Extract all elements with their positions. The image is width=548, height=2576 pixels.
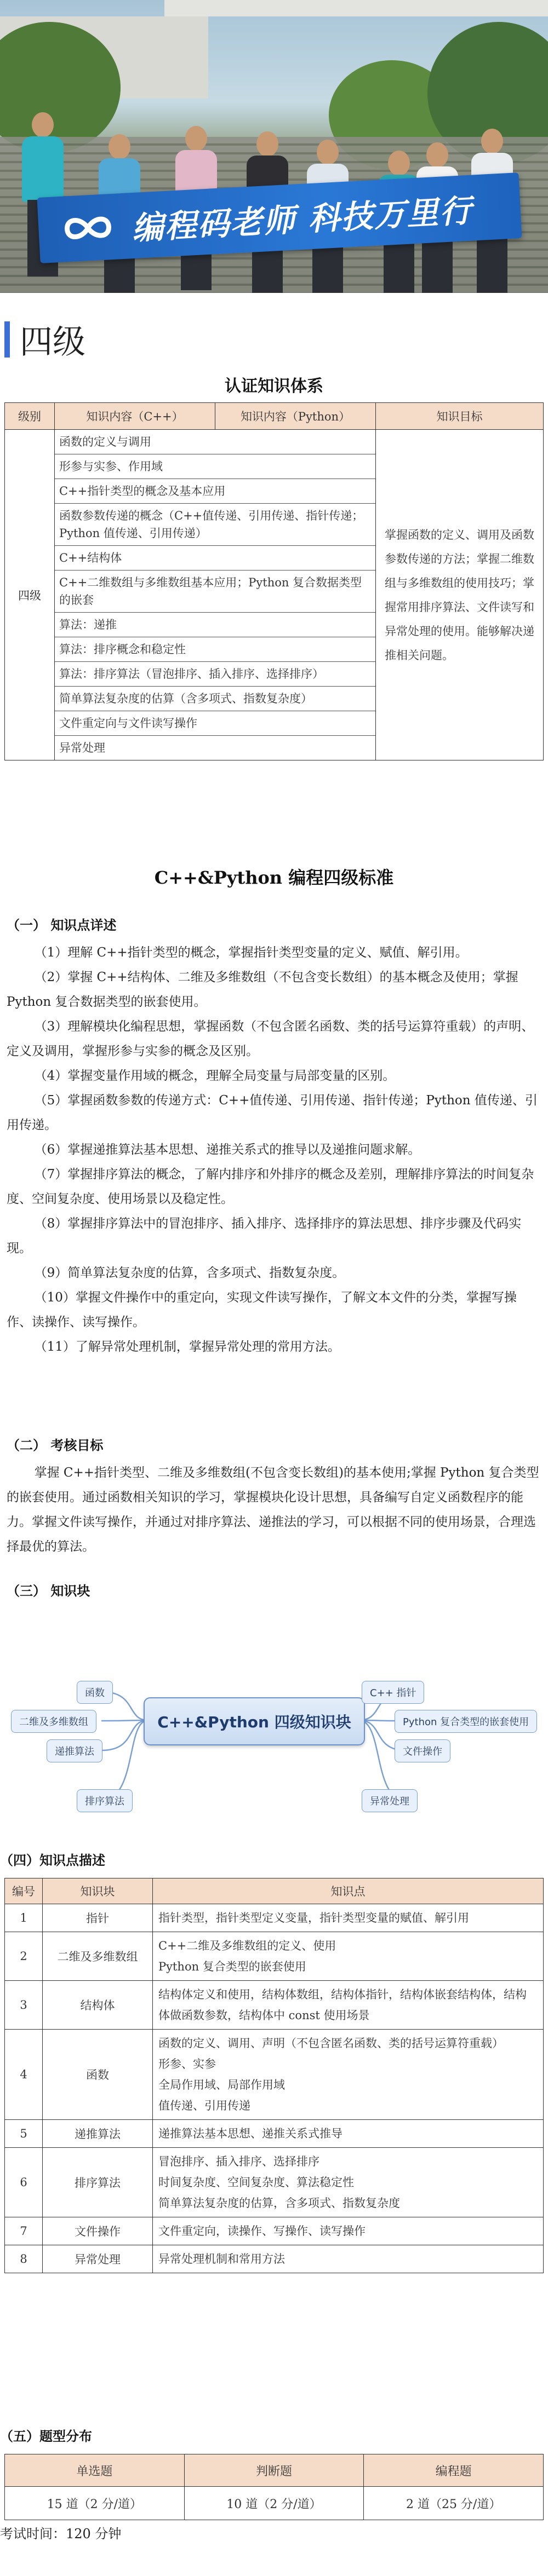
header-cell: 判断题: [184, 2454, 364, 2487]
list-item: 异常处理: [59, 741, 105, 754]
value-cell: 10 道（2 分/道）: [184, 2487, 364, 2520]
row-number: 3: [5, 1981, 43, 2030]
point-line: 时间复杂度、空间复杂度、算法稳定性: [158, 2176, 354, 2189]
knowledge-point: （5）掌握函数参数的传递方式：C++值传递、引用传递、指针传递；Python 值传递、引用传递。: [7, 1093, 538, 1132]
table-row: [5, 430, 544, 760]
knowledge-point: （1）理解 C++指针类型的概念，掌握指针类型变量的定义、赋值、解引用。: [34, 946, 468, 960]
section3-title: （三） 知识块: [7, 1583, 90, 1599]
heading-accent-bar: [4, 321, 10, 358]
knowledge-point: （8）掌握排序算法中的冒泡排序、插入排序、选择排序的算法思想、排序步骤及代码实现。: [7, 1217, 522, 1255]
row-block: 函数: [43, 2030, 153, 2120]
knowledge-point: （3）理解模块化编程思想，掌握函数（不包含匿名函数、类的括号运算符重载）的声明、定义及调用，掌握形参与实参的概念及区别。: [7, 1019, 534, 1058]
level-heading-text: 四级: [20, 323, 85, 361]
row-block: 结构体: [43, 1981, 153, 2030]
section5-title: （五）题型分布: [0, 2428, 92, 2444]
point-line: 递推算法基本思想、递推关系式推导: [158, 2127, 342, 2140]
row-block: 指针: [43, 1904, 153, 1932]
knowledge-point: （2）掌握 C++结构体、二维及多维数组（不包含变长数组）的基本概念及使用；掌握 Python 复合数据类型的嵌套使用。: [7, 970, 518, 1009]
row-block: 文件操作: [43, 2217, 153, 2245]
header-cell: 知识目标: [376, 403, 544, 430]
knowledge-point: （9）简单算法复杂度的估算，含多项式、指数复杂度。: [34, 1266, 345, 1280]
table-row: [5, 1981, 544, 2030]
value-cell: 2 道（25 分/道）: [364, 2487, 544, 2520]
header-cell: 知识内容（Python）: [215, 403, 376, 430]
section1-title: （一） 知识点详述: [7, 917, 117, 933]
table-row: [5, 1932, 544, 1981]
point-line: 简单算法复杂度的估算，含多项式、指数复杂度: [158, 2197, 400, 2210]
knowledge-point: （7）掌握排序算法的概念，了解内排序和外排序的概念及差别，理解排序算法的时间复杂度、空间复杂度、使用场景以及稳定性。: [7, 1167, 534, 1206]
mindmap-node: 文件操作: [395, 1739, 450, 1762]
row-block: 排序算法: [43, 2148, 153, 2217]
point-line: 异常处理机制和常用方法: [158, 2252, 285, 2266]
list-item: 函数的定义与调用: [55, 430, 375, 454]
list-item: 简单算法复杂度的估算（含多项式、指数复杂度）: [55, 687, 375, 711]
header-cell: 知识点: [153, 1878, 544, 1904]
list-item: 形参与实参、作用域: [55, 454, 375, 479]
exam-time: 考试时间：120 分钟: [0, 2526, 122, 2542]
table-row: [5, 1904, 544, 1932]
row-points: [153, 2148, 544, 2217]
list-item: 函数参数传递的概念（C++值传递、引用传递、指针传递；Python 值传递、引用传递）: [55, 504, 375, 546]
knowledge-point: （11）了解异常处理机制，掌握异常处理的常用方法。: [34, 1340, 340, 1354]
list-item: C++结构体: [55, 546, 375, 570]
content-list-cell: [55, 430, 376, 760]
value-cell: 15 道（2 分/道）: [5, 2487, 185, 2520]
row-number: 6: [5, 2148, 43, 2217]
point-line: 文件重定向，读操作、写操作、读写操作: [158, 2225, 366, 2238]
mindmap-node: 排序算法: [77, 1789, 133, 1812]
point-line: 值传递、引用传递: [158, 2099, 250, 2112]
mindmap-node: 递推算法: [47, 1739, 102, 1762]
row-number: 2: [5, 1932, 43, 1981]
point-line: C++二维及多维数组的定义、使用: [158, 1939, 336, 1952]
banner-photo: [0, 0, 548, 293]
knowledge-point: （10）掌握文件操作中的重定向，实现文件读写操作，了解文本文件的分类，掌握写操作、读操作、读写操作。: [7, 1290, 517, 1329]
row-points: [153, 2245, 544, 2273]
mindmap-node: 异常处理: [362, 1789, 418, 1812]
knowledge-system-title: 认证知识体系: [225, 377, 323, 396]
table-header-row: [5, 2454, 544, 2487]
point-line: 冒泡排序、插入排序、选择排序: [158, 2155, 319, 2168]
row-number: 8: [5, 2245, 43, 2273]
row-block: 二维及多维数组: [43, 1932, 153, 1981]
row-points: [153, 2120, 544, 2148]
knowledge-desc-table: [4, 1878, 544, 2273]
point-line: 形参、实参: [158, 2058, 216, 2071]
standard-title: C++&Python 编程四级标准: [154, 867, 394, 888]
row-points: [153, 2217, 544, 2245]
header-cell: 单选题: [5, 2454, 185, 2487]
list-item: 算法：排序算法（冒泡排序、插入排序、选择排序）: [55, 662, 375, 687]
knowledge-point: （6）掌握递推算法基本思想、递推关系式的推导以及递推问题求解。: [34, 1143, 421, 1157]
header-cell: 级别: [5, 403, 55, 430]
row-block: 递推算法: [43, 2120, 153, 2148]
row-points: [153, 1904, 544, 1932]
header-cell: 编号: [5, 1878, 43, 1904]
knowledge-system-table: [4, 402, 544, 760]
mindmap-center: C++&Python 四级知识块: [144, 1697, 365, 1745]
point-line: 结构体定义和使用，结构体数组，结构体指针，结构体嵌套结构体，结构体做函数参数，结构体中 const 使用场景: [158, 1988, 527, 2022]
table-row: [5, 2120, 544, 2148]
assessment-goal-text: 掌握 C++指针类型、二维及多维数组(不包含变长数组)的基本使用;掌握 Python 复合类型的嵌套使用。通过函数相关知识的学习，掌握模块化设计思想，具备编写自定义函数程序的能力。掌握文件读写操作，并通过对排序算法、递推法的学习，可以根据不同的使用场景，合理选择最优的算法。: [7, 1466, 539, 1554]
infinity-logo-icon: [60, 207, 117, 249]
point-line: 指针类型，指针类型定义变量，指针类型变量的赋值、解引用: [158, 1911, 469, 1924]
table-row: [5, 2245, 544, 2273]
section4-title: （四）知识点描述: [0, 1852, 105, 1868]
header-cell: 知识内容（C++）: [55, 403, 215, 430]
row-number: 1: [5, 1904, 43, 1932]
mindmap-node: Python 复合类型的嵌套使用: [395, 1710, 537, 1733]
row-points: [153, 1981, 544, 2030]
section2-title: （二） 考核目标: [7, 1437, 104, 1453]
point-line: 函数的定义、调用、声明（不包含匿名函数、类的括号运算符重载）: [158, 2037, 504, 2050]
list-item: C++二维数组与多维数组基本应用；Python 复合数据类型的嵌套: [55, 570, 375, 613]
point-line: 全局作用域、局部作用域: [158, 2078, 285, 2091]
row-number: 7: [5, 2217, 43, 2245]
row-number: 4: [5, 2030, 43, 2120]
table-header-row: [5, 1878, 544, 1904]
header-cell: 编程题: [364, 2454, 544, 2487]
row-points: [153, 2030, 544, 2120]
header-cell: 知识块: [43, 1878, 153, 1904]
row-number: 5: [5, 2120, 43, 2148]
question-types-table: [4, 2454, 544, 2520]
knowledge-goal-cell: 掌握函数的定义、调用及函数参数传递的方法；掌握二维数组与多维数组的使用技巧；掌握常用排序算法、文件读写和异常处理的使用。能够解决递推相关问题。: [376, 430, 544, 760]
table-row: [5, 2148, 544, 2217]
list-item: 算法：排序概念和稳定性: [55, 637, 375, 662]
level-cell: 四级: [5, 430, 55, 760]
level-heading: [4, 318, 85, 361]
mindmap-node: C++ 指针: [362, 1681, 424, 1704]
list-item: 算法：递推: [55, 613, 375, 637]
table-header-row: [5, 403, 544, 430]
row-points: [153, 1932, 544, 1981]
table-row: [5, 2487, 544, 2520]
table-row: [5, 2030, 544, 2120]
knowledge-points: [7, 941, 541, 1359]
list-item: C++指针类型的概念及基本应用: [55, 479, 375, 504]
point-line: Python 复合类型的嵌套使用: [158, 1960, 306, 1973]
table-row: [5, 2217, 544, 2245]
row-block: 异常处理: [43, 2245, 153, 2273]
list-item: 文件重定向与文件读写操作: [55, 711, 375, 736]
assessment-goal: [7, 1461, 541, 1559]
knowledge-point: （4）掌握变量作用域的概念，理解全局变量与局部变量的区别。: [34, 1069, 396, 1083]
banner-slogan: 编程码老师 科技万里行: [130, 192, 473, 247]
mindmap-node: 函数: [77, 1681, 113, 1704]
mindmap-node: 二维及多维数组: [11, 1710, 96, 1733]
